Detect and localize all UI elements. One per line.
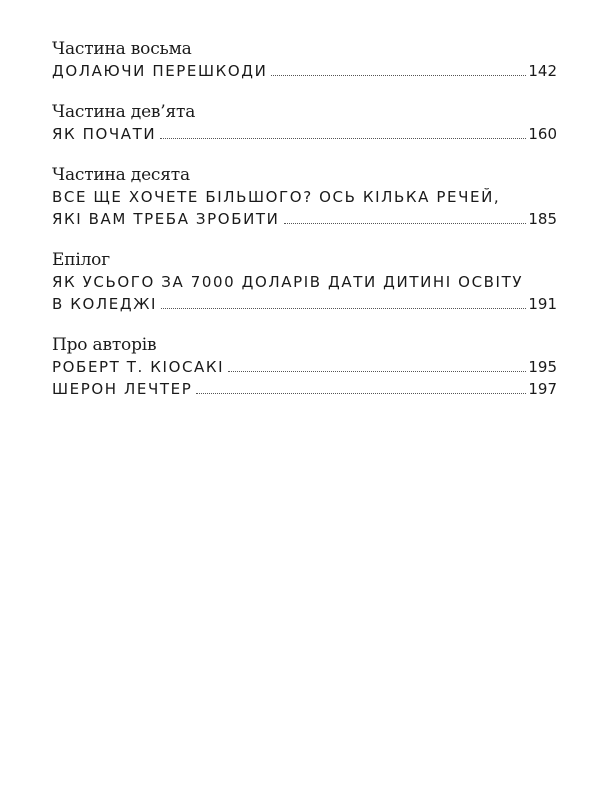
section-heading: Епілог [52, 250, 110, 270]
page-number: 195 [528, 358, 557, 376]
dot-leader [160, 138, 526, 139]
entry-title: ЯК ПОЧАТИ [52, 125, 157, 143]
toc-section-part-ten [52, 164, 557, 230]
toc-entry [52, 378, 557, 400]
entry-title-line: ЯК УСЬОГО ЗА 7000 ДОЛАРІВ ДАТИ ДИТИНІ ОСВІТУ [52, 273, 524, 291]
dot-leader [271, 75, 526, 76]
entry-title-line: ВСЕ ЩЕ ХОЧЕТЕ БІЛЬШОГО? ОСЬ КІЛЬКА РЕЧЕЙ, [52, 188, 501, 206]
entry-title: ЯКІ ВАМ ТРЕБА ЗРОБИТИ [52, 210, 280, 228]
toc-section-part-nine [52, 101, 557, 145]
dot-leader [161, 308, 526, 309]
page-number: 142 [528, 62, 557, 80]
toc-entry [52, 60, 557, 82]
dot-leader [196, 393, 526, 394]
toc-section-part-eight [52, 38, 557, 82]
entry-title: ШЕРОН ЛЕЧТЕР [52, 380, 193, 398]
toc-entry [52, 123, 557, 145]
table-of-contents [52, 38, 557, 419]
toc-section-authors [52, 334, 557, 400]
section-heading: Частина десята [52, 165, 190, 185]
entry-title: РОБЕРТ Т. КІОСАКІ [52, 358, 225, 376]
dot-leader [284, 223, 527, 224]
page-number: 185 [528, 210, 557, 228]
dot-leader [228, 371, 526, 372]
section-heading: Частина дев’ята [52, 102, 196, 122]
page-number: 197 [528, 380, 557, 398]
toc-section-epilogue [52, 249, 557, 315]
page-number: 191 [528, 295, 557, 313]
toc-entry [52, 293, 557, 315]
section-heading: Частина восьма [52, 39, 192, 59]
toc-entry [52, 208, 557, 230]
toc-entry [52, 356, 557, 378]
page-number: 160 [528, 125, 557, 143]
entry-title: ДОЛАЮЧИ ПЕРЕШКОДИ [52, 62, 268, 80]
section-heading: Про авторів [52, 335, 157, 355]
entry-title: В КОЛЕДЖІ [52, 295, 157, 313]
